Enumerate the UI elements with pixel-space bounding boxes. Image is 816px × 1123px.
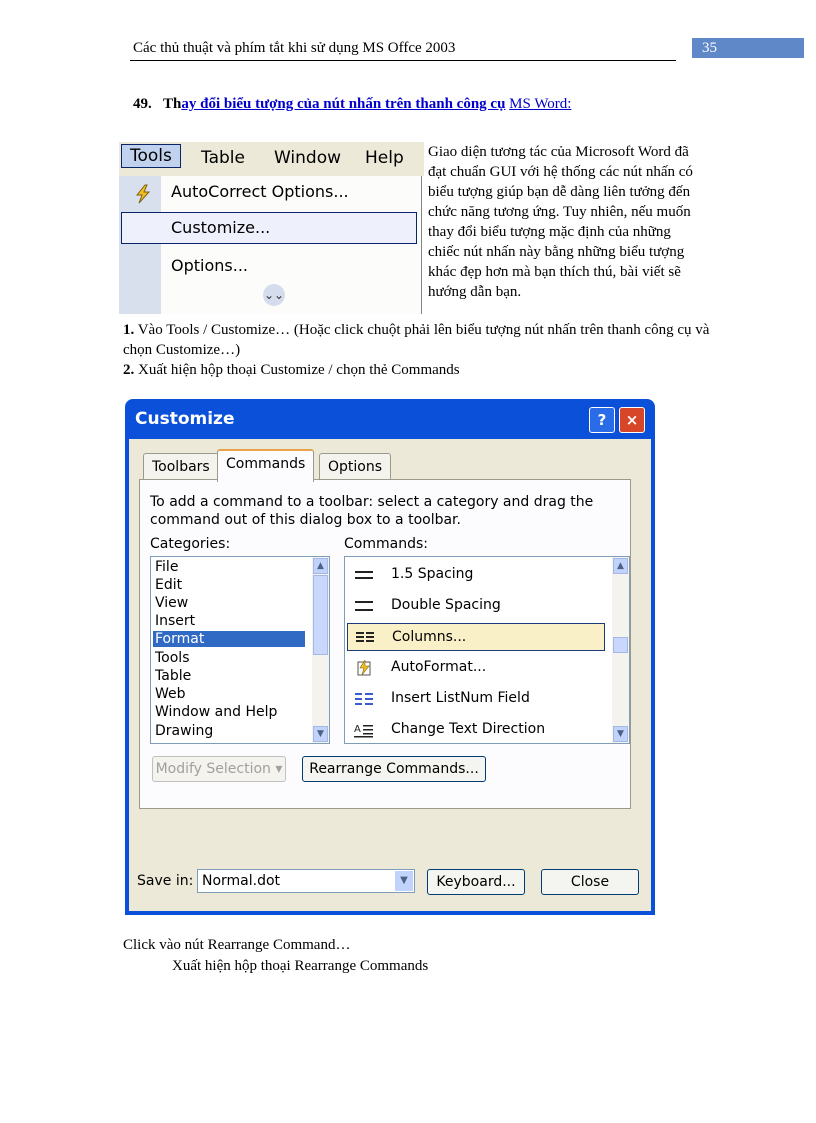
- list-item[interactable]: Insert: [155, 613, 196, 629]
- svg-text:A: A: [354, 724, 361, 735]
- save-in-select[interactable]: [197, 869, 415, 893]
- command-label: Change Text Direction: [391, 721, 546, 737]
- command-label: Columns...: [392, 629, 467, 645]
- header-title: Các thủ thuật và phím tắt khi sử dụng MS Offce 2003: [133, 40, 456, 56]
- scroll-thumb[interactable]: [613, 637, 628, 653]
- categories-scrollbar[interactable]: [312, 557, 329, 743]
- command-label: Double Spacing: [391, 597, 501, 613]
- menu-window[interactable]: Window: [274, 148, 342, 168]
- scroll-up-icon[interactable]: ▲: [313, 558, 328, 574]
- autoformat-icon: [353, 660, 375, 676]
- menu-table[interactable]: Table: [201, 148, 245, 168]
- list-item-selected[interactable]: Format: [153, 631, 305, 647]
- table-row[interactable]: [347, 654, 605, 682]
- save-in-value: Normal.dot: [202, 873, 281, 889]
- command-label: AutoFormat...: [391, 659, 487, 675]
- chevron-down-icon[interactable]: ▼: [395, 871, 413, 891]
- modify-selection-button[interactable]: [152, 756, 286, 782]
- step-2-text: Xuất hiện hộp thoại Customize / chọn thẻ Commands: [134, 362, 460, 378]
- menubar: [119, 142, 424, 176]
- dialog-title: Customize: [135, 409, 235, 429]
- table-row[interactable]: [347, 592, 605, 620]
- modify-selection-label: Modify Selection: [155, 761, 271, 777]
- header-rule: [130, 60, 676, 61]
- list-item[interactable]: View: [155, 595, 189, 611]
- menu-help[interactable]: Help: [365, 148, 404, 168]
- chevron-down-icon[interactable]: ⌄⌄: [263, 284, 285, 306]
- save-in-label: Save in:: [137, 873, 194, 889]
- step-2-number: 2.: [123, 362, 135, 378]
- tools-dropdown: [119, 176, 422, 314]
- listnum-field-icon: [353, 691, 375, 707]
- customize-dialog: [125, 399, 655, 915]
- dialog-body: [129, 439, 651, 911]
- close-icon[interactable]: ×: [619, 407, 645, 433]
- categories-listbox[interactable]: [150, 556, 330, 744]
- list-item[interactable]: File: [155, 559, 179, 575]
- heading-link[interactable]: ay đổi biểu tượng của nút nhấn trên thanh công cụ: [181, 96, 506, 112]
- text-direction-icon: [353, 722, 375, 738]
- categories-label: Categories:: [150, 536, 231, 552]
- menu-item-options[interactable]: Options...: [171, 256, 248, 275]
- caption-dialog: Xuất hiện hộp thoại Rearrange Commands: [172, 958, 429, 974]
- scroll-down-icon[interactable]: ▼: [613, 726, 628, 742]
- tab-options[interactable]: Options: [319, 453, 391, 480]
- table-row[interactable]: [347, 561, 605, 589]
- list-item[interactable]: Edit: [155, 577, 183, 593]
- list-item[interactable]: Drawing: [155, 723, 214, 739]
- section-heading: [133, 96, 571, 113]
- description-line-1: To add a command to a toolbar: select a category and drag the: [150, 494, 594, 510]
- chevron-down-icon: ▾: [275, 761, 283, 777]
- list-item[interactable]: Table: [155, 668, 192, 684]
- step-1: [123, 320, 713, 360]
- close-button[interactable]: Close: [541, 869, 639, 895]
- tab-commands[interactable]: Commands: [217, 449, 314, 482]
- commands-tab-panel: [139, 479, 631, 809]
- table-row[interactable]: [347, 716, 605, 744]
- tools-menu-screenshot: [119, 142, 424, 314]
- menu-tools[interactable]: Tools: [121, 144, 181, 168]
- autocorrect-lightning-icon: [133, 184, 153, 204]
- step-2: [123, 360, 460, 380]
- command-label: 1.5 Spacing: [391, 566, 474, 582]
- scroll-thumb[interactable]: [313, 575, 328, 655]
- commands-label: Commands:: [344, 536, 428, 552]
- tab-toolbars[interactable]: Toolbars: [143, 453, 219, 480]
- description-line-2: command out of this dialog box to a toolbar.: [150, 512, 461, 528]
- line-spacing-icon: [353, 567, 375, 583]
- command-label: Insert ListNum Field: [391, 690, 530, 706]
- step-1-text: Vào Tools / Customize… (Hoặc click chuột phải lên biểu tượng nút nhấn trên thanh công cụ và chọn Customize…): [123, 322, 710, 358]
- list-item[interactable]: Window and Help: [155, 704, 278, 720]
- scroll-down-icon[interactable]: ▼: [313, 726, 328, 742]
- heading-link-word[interactable]: MS Word:: [509, 96, 572, 112]
- page-number: 35: [692, 38, 804, 58]
- intro-paragraph: Giao diện tương tác của Microsoft Word đã đạt chuẩn GUI với hệ thống các nút nhấn có biểu tượng giúp bạn dễ dàng liên tưởng đến chức năng tương ứng. Tuy nhiên, nếu muốn thay đổi biểu tượng mặc định của những chiếc nút nhấn này bằng những biểu tượng khác đẹp hơn mà bạn thích thú, bài viết sẽ hướng dẫn bạn.: [428, 144, 693, 300]
- table-row-selected[interactable]: [347, 623, 605, 651]
- list-item[interactable]: Web: [155, 686, 186, 702]
- caption-rearrange: Click vào nút Rearrange Command…: [123, 937, 351, 953]
- heading-number: 49.: [133, 96, 152, 112]
- help-icon[interactable]: ?: [589, 407, 615, 433]
- commands-listbox[interactable]: [344, 556, 630, 744]
- rearrange-commands-button[interactable]: Rearrange Commands...: [302, 756, 486, 782]
- commands-scrollbar[interactable]: [612, 557, 629, 743]
- columns-icon: [354, 630, 376, 646]
- menu-item-customize[interactable]: Customize...: [171, 218, 271, 237]
- step-1-number: 1.: [123, 322, 135, 338]
- table-row[interactable]: [347, 685, 605, 713]
- menu-item-autocorrect[interactable]: AutoCorrect Options...: [171, 182, 349, 201]
- double-spacing-icon: [353, 598, 375, 614]
- scroll-up-icon[interactable]: ▲: [613, 558, 628, 574]
- heading-part1: Th: [163, 96, 182, 112]
- list-item[interactable]: Tools: [155, 650, 190, 666]
- keyboard-button[interactable]: Keyboard...: [427, 869, 525, 895]
